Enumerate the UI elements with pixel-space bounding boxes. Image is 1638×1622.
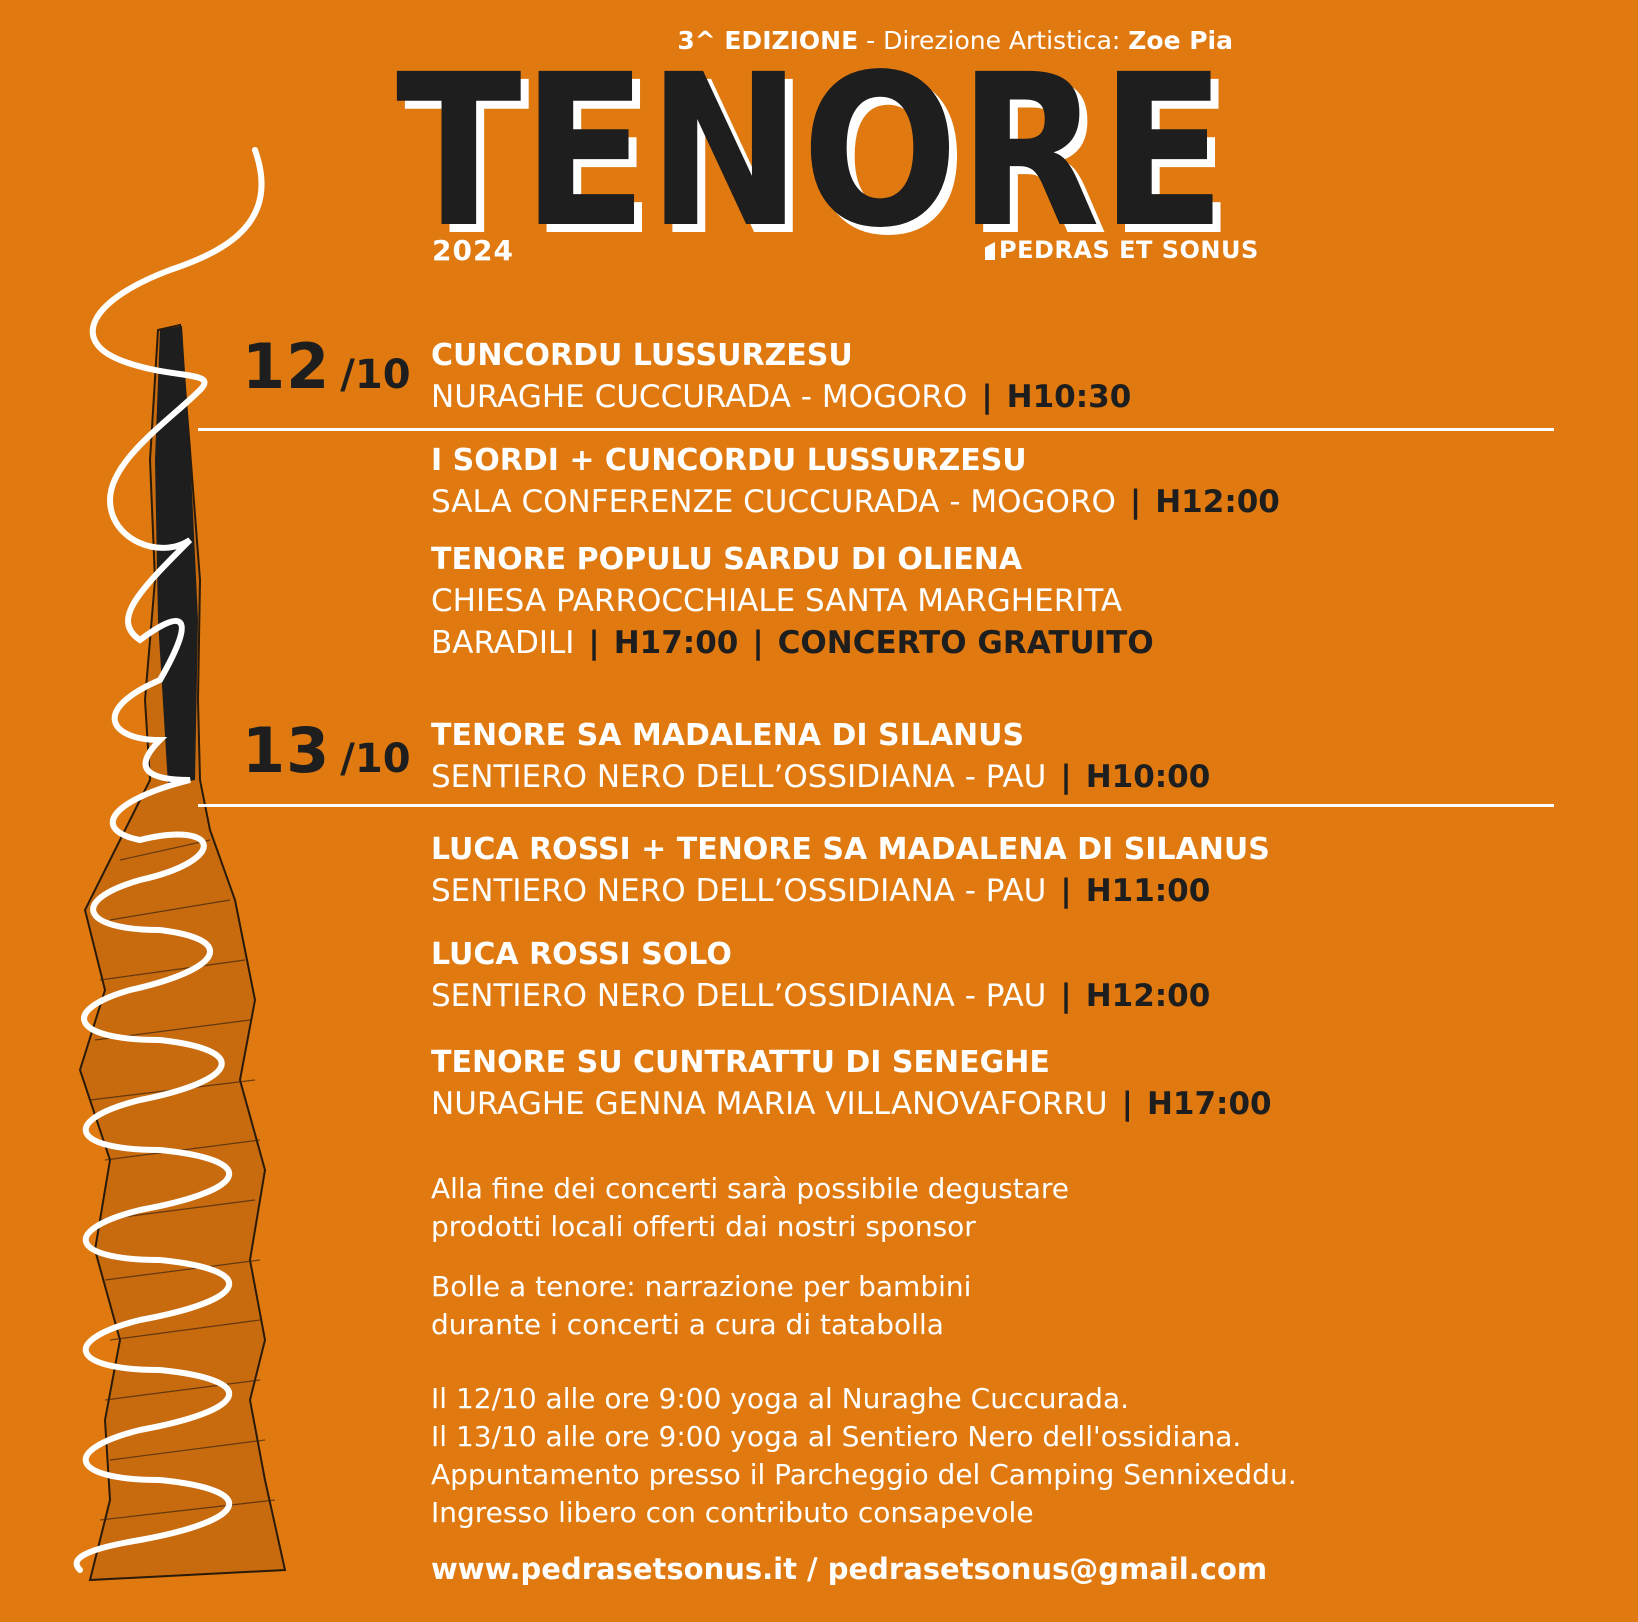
event-time: H17:00 (613, 625, 739, 661)
event-place: SENTIERO NERO DELL’OSSIDIANA - PAU (431, 978, 1047, 1014)
event-name: LUCA ROSSI + TENORE SA MADALENA DI SILANUS (431, 832, 1270, 867)
kids-info (431, 1268, 1581, 1344)
event-place-town: BARADILI (431, 625, 575, 661)
event-place: NURAGHE GENNA MARIA VILLANOVAFORRU (431, 1086, 1108, 1122)
separator: | (1060, 873, 1072, 909)
event-name: I SORDI + CUNCORDU LUSSURZESU (431, 443, 1027, 478)
brand-name: PEDRAS ET SONUS (999, 236, 1259, 264)
date-13-10 (242, 714, 411, 787)
title-text: TENORE (396, 56, 1226, 246)
contact-line[interactable]: www.pedrasetsonus.it / pedrasetsonus@gmail.com (431, 1552, 1268, 1586)
tasting-info (431, 1170, 1581, 1246)
event-item (431, 540, 1581, 664)
date-day: 12 (242, 330, 331, 403)
info-line: Bolle a tenore: narrazione per bambini (431, 1270, 972, 1303)
date-day: 13 (242, 714, 331, 787)
svg-text:TENORE: TENORE (404, 56, 1234, 246)
info-line: Ingresso libero con contributo consapevole (431, 1496, 1034, 1529)
info-line: Il 13/10 alle ore 9:00 yoga al Sentiero Nero dell'ossidiana. (431, 1420, 1242, 1453)
event-time: H12:00 (1155, 484, 1280, 520)
event-place: CHIESA PARROCCHIALE SANTA MARGHERITA (431, 583, 1123, 619)
festival-title (396, 56, 1241, 246)
separator: | (752, 625, 764, 661)
yoga-info (431, 1380, 1581, 1532)
event-name: TENORE POPULU SARDU DI OLIENA (431, 542, 1023, 577)
date-month: /10 (340, 352, 411, 398)
event-time: H12:00 (1085, 978, 1211, 1014)
divider (198, 428, 1554, 431)
separator: | (588, 625, 600, 661)
director-label: - Direzione Artistica: (858, 26, 1129, 55)
brand-logo (985, 236, 1259, 264)
date-12-10 (242, 330, 411, 403)
event-item (431, 830, 1581, 912)
divider (198, 804, 1554, 807)
info-line: Alla fine dei concerti sarà possibile degustare (431, 1172, 1070, 1205)
event-name: LUCA ROSSI SOLO (431, 937, 732, 972)
event-item (431, 716, 1581, 798)
brand-mark-icon (985, 242, 995, 260)
event-item (431, 1043, 1581, 1125)
event-name: TENORE SU CUNTRATTU DI SENEGHE (431, 1045, 1050, 1080)
info-line: prodotti locali offerti dai nostri sponsor (431, 1210, 976, 1243)
event-item (431, 935, 1581, 1017)
event-place: SENTIERO NERO DELL’OSSIDIANA - PAU (431, 873, 1047, 909)
date-month: /10 (340, 736, 411, 782)
edition-line (0, 26, 1233, 56)
info-line: Appuntamento presso il Parcheggio del Camping Sennixeddu. (431, 1458, 1297, 1491)
info-line: durante i concerti a cura di tatabolla (431, 1308, 944, 1341)
event-place: NURAGHE CUCCURADA - MOGORO (431, 379, 968, 415)
director-name: Zoe Pia (1128, 26, 1233, 55)
edition: 3^ EDIZIONE (677, 26, 859, 55)
event-time: H17:00 (1146, 1086, 1272, 1122)
event-place: SENTIERO NERO DELL’OSSIDIANA - PAU (431, 759, 1047, 795)
event-note: CONCERTO GRATUITO (777, 625, 1154, 661)
festival-year: 2024 (432, 234, 514, 267)
separator: | (1129, 484, 1142, 520)
event-name: CUNCORDU LUSSURZESU (431, 338, 853, 373)
event-place: SALA CONFERENZE CUCCURADA - MOGORO (431, 484, 1116, 520)
event-item (431, 441, 1581, 523)
event-time: H10:30 (1006, 379, 1132, 415)
event-item (431, 336, 1581, 418)
event-name: TENORE SA MADALENA DI SILANUS (431, 718, 1025, 753)
separator: | (981, 379, 993, 415)
separator: | (1060, 759, 1072, 795)
info-line: Il 12/10 alle ore 9:00 yoga al Nuraghe Cuccurada. (431, 1382, 1130, 1415)
event-time: H10:00 (1085, 759, 1211, 795)
separator: | (1121, 1086, 1133, 1122)
separator: | (1060, 978, 1072, 1014)
event-time: H11:00 (1085, 873, 1211, 909)
